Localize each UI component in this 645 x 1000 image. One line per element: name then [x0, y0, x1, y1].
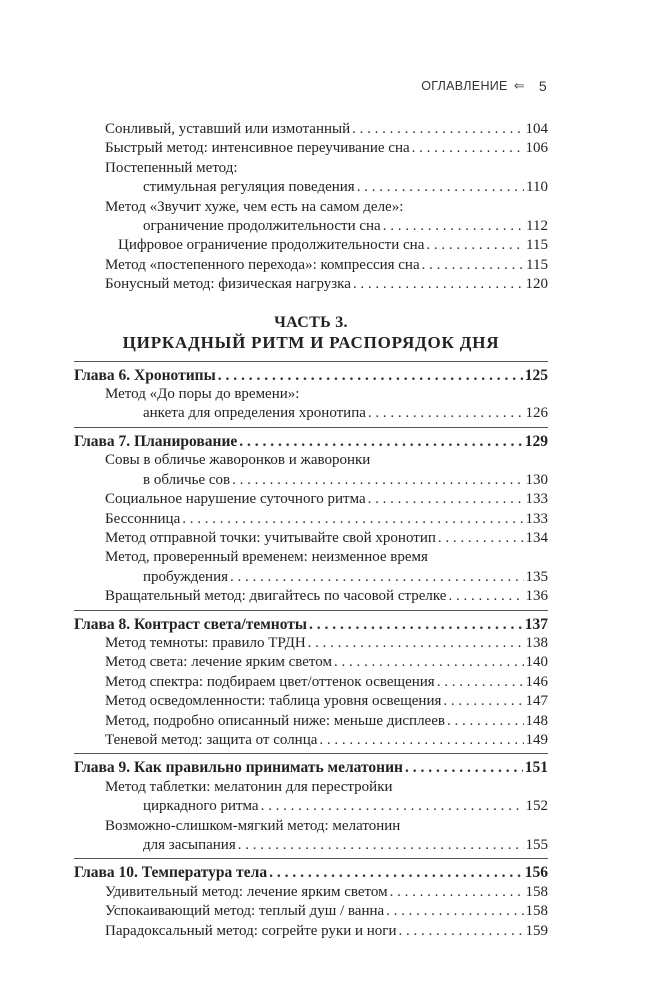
toc-entry[interactable]	[74, 673, 548, 692]
toc-entry-line[interactable]: Постепенный метод:	[105, 159, 238, 176]
toc-entry-title: Метод спектра: подбираем цвет/оттенок освещения	[105, 673, 435, 690]
toc-entry[interactable]	[74, 139, 548, 158]
toc-entry-title: Теневой метод: защита от солнца	[105, 731, 318, 748]
dot-leader	[448, 587, 523, 606]
chapter-heading[interactable]	[74, 366, 548, 385]
toc-entry-title: Метод темноты: правило ТРДН	[105, 634, 306, 651]
toc-entry-title: Успокаивающий метод: теплый душ / ванна	[105, 903, 385, 920]
dot-leader	[239, 432, 522, 451]
toc-entry-page: 112	[526, 218, 548, 235]
toc-entry-page: 137	[524, 615, 548, 633]
dot-leader	[269, 863, 523, 882]
toc-entry-page: 135	[525, 568, 548, 585]
toc-entry-title: Социальное нарушение суточного ритма	[105, 491, 366, 508]
chapter-block	[74, 858, 548, 941]
toc-entry-title: Глава 9. Как правильно принимать мелатонин	[74, 759, 403, 777]
dot-leader	[443, 692, 523, 711]
toc-entry[interactable]	[74, 797, 548, 816]
toc-entry-page: 138	[525, 634, 548, 651]
toc-entry[interactable]	[74, 275, 548, 294]
toc-entry-title: циркадного ритма	[143, 798, 259, 815]
dot-leader	[426, 236, 524, 255]
toc-entry[interactable]	[74, 178, 548, 197]
toc-entry-line[interactable]: Метод «Звучит хуже, чем есть на самом деле»:	[105, 198, 404, 215]
dot-leader	[437, 673, 524, 692]
pre-part-entries	[74, 120, 548, 295]
toc-entry[interactable]	[74, 692, 548, 711]
dot-leader	[357, 178, 524, 197]
toc-entry-page: 158	[525, 883, 548, 900]
toc-entry-page: 147	[525, 693, 548, 710]
toc-entry-line[interactable]: Совы в обличье жаворонков и жаворонки	[105, 452, 371, 469]
toc-entry-page: 126	[525, 405, 548, 422]
toc-entry[interactable]	[74, 490, 548, 509]
toc-entry[interactable]	[74, 236, 548, 255]
toc-entry-page: 129	[524, 432, 548, 450]
toc-entry-title: Цифровое ограничение продолжительности сна	[118, 237, 425, 254]
toc-entry-page: 152	[525, 798, 548, 815]
section-title: ОГЛАВЛЕНИЕ	[421, 79, 508, 93]
dot-leader	[232, 471, 523, 490]
toc-entry[interactable]	[74, 529, 548, 548]
dot-leader	[447, 712, 524, 731]
toc-entry-page: 149	[525, 731, 548, 748]
dot-leader	[386, 902, 523, 921]
toc-entry-line[interactable]: Метод, проверенный временем: неизменное время	[105, 549, 428, 566]
dot-leader	[353, 275, 524, 294]
toc-entry-page: 155	[525, 837, 548, 853]
toc-entry[interactable]	[74, 217, 548, 236]
toc-entry-title: пробуждения	[143, 568, 228, 585]
toc-entry-title: для засыпания	[143, 837, 236, 853]
toc-entry[interactable]	[74, 902, 548, 921]
toc-entry-page: 134	[525, 529, 548, 546]
toc-entry[interactable]	[74, 836, 548, 855]
dot-leader	[238, 836, 524, 855]
toc-entry[interactable]	[74, 471, 548, 490]
toc-entry-page: 159	[525, 922, 548, 939]
chapter-block	[74, 361, 548, 424]
chapter-heading[interactable]	[74, 758, 548, 777]
toc-entry-page: 120	[525, 276, 548, 293]
dot-leader	[422, 256, 524, 275]
page-number: 5	[538, 78, 547, 94]
toc-entry-title: Быстрый метод: интенсивное переучивание сна	[105, 140, 410, 157]
toc-entry-page: 146	[525, 673, 548, 690]
toc-entry-page: 130	[525, 471, 548, 488]
toc-entry-title: Метод света: лечение ярким светом	[105, 654, 332, 671]
dot-leader	[405, 758, 523, 777]
toc-entry[interactable]	[74, 653, 548, 672]
dot-leader	[309, 615, 523, 634]
chapter-heading[interactable]	[74, 432, 548, 451]
dot-leader	[398, 922, 523, 941]
toc-entry-title: Удивительный метод: лечение ярким светом	[105, 883, 388, 900]
toc-entry[interactable]	[74, 587, 548, 606]
toc-entry-title: Глава 8. Контраст света/темноты	[74, 615, 307, 633]
toc-entry-title: Глава 10. Температура тела	[74, 864, 268, 882]
chapter-block	[74, 753, 548, 855]
toc-entry[interactable]	[74, 883, 548, 902]
part-title: ЦИРКАДНЫЙ РИТМ И РАСПОРЯДОК ДНЯ	[122, 332, 500, 352]
dot-leader	[230, 568, 524, 587]
toc-entry-title: Глава 7. Планирование	[74, 432, 238, 450]
toc-entry-page: 151	[524, 759, 548, 777]
toc-entry-title: Бессонница	[105, 510, 181, 527]
toc-entry-page: 158	[525, 903, 548, 920]
toc-entry[interactable]	[74, 922, 548, 941]
dot-leader	[218, 366, 523, 385]
dot-leader	[352, 120, 523, 139]
toc-entry-page: 106	[525, 140, 548, 157]
toc-entry-line[interactable]: Метод «До поры до времени»:	[105, 386, 300, 403]
toc-entry-page: 136	[525, 588, 548, 605]
toc-entry-title: Вращательный метод: двигайтесь по часовой стрелке	[105, 588, 447, 605]
toc-entry[interactable]	[74, 256, 548, 275]
dot-leader	[308, 634, 524, 653]
chapter-block	[74, 610, 548, 751]
dot-leader	[383, 217, 524, 236]
dot-leader	[182, 510, 523, 529]
toc-entry-page: 115	[526, 237, 548, 254]
toc-entry-title: Метод осведомленности: таблица уровня освещения	[105, 693, 442, 710]
dot-leader	[390, 883, 524, 902]
toc-entry-page: 125	[524, 366, 548, 384]
chapter-block	[74, 427, 548, 607]
toc-entry-title: ограничение продолжительности сна	[143, 218, 381, 235]
toc-entry[interactable]	[74, 510, 548, 529]
toc-entry-page: 148	[525, 712, 548, 729]
toc-entry-page: 156	[524, 864, 548, 882]
toc-entry[interactable]	[74, 634, 548, 653]
toc-entry-page: 110	[526, 179, 548, 196]
dot-leader	[319, 731, 523, 750]
dot-leader	[438, 529, 524, 548]
running-head	[421, 78, 547, 94]
toc-entry-title: Метод отправной точки: учитывайте свой хронотип	[105, 529, 436, 546]
toc-entry-title: стимульная регуляция поведения	[143, 179, 355, 196]
toc-entry-title: Парадоксальный метод: согрейте руки и ноги	[105, 922, 397, 939]
dot-leader	[368, 490, 524, 509]
chapter-heading[interactable]	[74, 863, 548, 882]
toc-entry[interactable]	[74, 568, 548, 587]
toc-entry-title: Сонливый, уставший или измотанный	[105, 121, 351, 137]
dot-leader	[368, 404, 524, 423]
toc-entry-line[interactable]: Метод таблетки: мелатонин для перестройки	[105, 778, 393, 795]
toc-entry[interactable]	[74, 712, 548, 731]
part-label: ЧАСТЬ 3.	[274, 313, 348, 331]
arrow-left-icon: ⇐	[513, 78, 525, 93]
toc-entry-page: 115	[526, 256, 548, 273]
chapter-heading[interactable]	[74, 615, 548, 634]
toc-entry[interactable]	[74, 120, 548, 139]
toc-entry-line[interactable]: Возможно-слишком-мягкий метод: мелатонин	[105, 817, 401, 834]
toc-entry-title: в обличье сов	[143, 471, 231, 488]
dot-leader	[334, 653, 524, 672]
toc-entry-page: 133	[525, 510, 548, 527]
toc-entry-title: Метод, подробно описанный ниже: меньше дисплеев	[105, 712, 445, 729]
chapters	[74, 361, 548, 941]
toc-entry-page: 104	[525, 121, 548, 137]
toc-entry-page: 140	[525, 654, 548, 671]
toc-entry-title: Метод «постепенного перехода»: компрессия сна	[105, 256, 420, 273]
dot-leader	[412, 139, 524, 158]
toc-entry-page: 133	[525, 491, 548, 508]
toc-entry-title: Бонусный метод: физическая нагрузка	[105, 276, 351, 293]
toc-entry-title: Глава 6. Хронотипы	[74, 366, 216, 384]
toc-entry-title: анкета для определения хронотипа	[143, 405, 366, 422]
toc-entry[interactable]	[74, 404, 548, 423]
table-of-contents	[74, 120, 548, 941]
dot-leader	[261, 797, 524, 816]
toc-entry[interactable]	[74, 731, 548, 750]
